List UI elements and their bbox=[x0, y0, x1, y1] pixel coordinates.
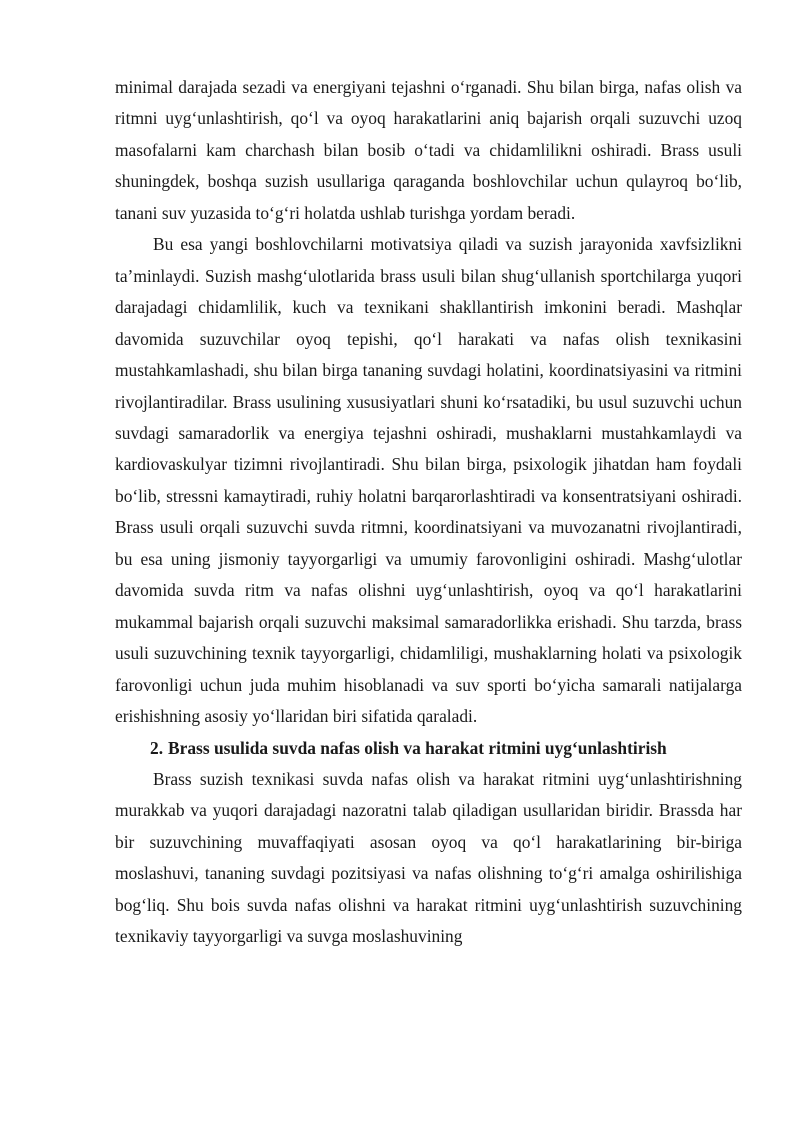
body-paragraph: Bu esa yangi boshlovchilarni motivatsiya qiladi va suzish jarayonida xavfsizlikni ta’minlaydi. Suzish mashg‘ulotlarida brass usuli bilan shug‘ullanish sportchilarga yuqori darajadagi chidamlilik, kuch va texnikani shakllantirish imkonini beradi. Mashqlar davomida suzuvchilar oyoq tepishi, qo‘l harakati va nafas olish texnikasini mustahkamlashadi, shu bilan birga tananing suvdagi holatini, koordinatsiyasini va ritmini rivojlantiradilar. Brass usulining xususiyatlari shuni ko‘rsatadiki, bu usul suzuvchi uchun suvdagi samaradorlik va energiya tejashni oshiradi, mushaklarni mustahkamlaydi va kardiovaskulyar tizimni rivojlantiradi. Shu bilan birga, psixologik jihatdan ham foydali bo‘lib, stressni kamaytiradi, ruhiy holatni barqarorlashtiradi va konsentratsiyani oshiradi. Brass usuli orqali suzuvchi suvda ritmni, koordinatsiyani va muvozanatni rivojlantiradi, bu esa uning jismoniy tayyorgarligi va umumiy farovonligini oshiradi. Mashg‘ulotlar davomida suvda ritm va nafas olishni uyg‘unlashtirish, oyoq va qo‘l harakatlarini mukammal bajarish orqali suzuvchi maksimal samaradorlikka erishadi. Shu tarzda, brass usuli suzuvchining texnik tayyorgarligi, chidamliligi, mushaklarning holati va psixologik farovonligi uchun juda muhim hisoblanadi va suv sporti bo‘yicha samarali natijalarga erishishning asosiy yo‘llaridan biri sifatida qaraladi. bbox=[115, 234, 742, 727]
section-number: 2. bbox=[150, 737, 164, 758]
section-title: Brass usulida suvda nafas olish va harakat ritmini uyg‘unlashtirish bbox=[168, 737, 667, 758]
section-heading bbox=[115, 733, 742, 764]
document-page bbox=[115, 72, 742, 953]
body-paragraph-continued: minimal darajada sezadi va energiyani tejashni o‘rganadi. Shu bilan birga, nafas olish va ritmni uyg‘unlashtirish, qo‘l va oyoq harakatlarini aniq bajarish orqali suzuvchi uzoq masofalarni kam charchash bilan bosib o‘tadi va chidamlilikni oshiradi. Brass usuli shuningdek, boshqa suzish usullariga qaraganda boshlovchilar uchun qulayroq bo‘lib, tanani suv yuzasida to‘g‘ri holatda ushlab turishga yordam beradi. bbox=[115, 77, 742, 223]
body-paragraph: Brass suzish texnikasi suvda nafas olish va harakat ritmini uyg‘unlashtirishning murakkab va yuqori darajadagi nazoratni talab qiladigan usullaridan biridir. Brassda har bir suzuvchining muvaffaqiyati asosan oyoq va qo‘l harakatlarining bir-biriga moslashuvi, tananing suvdagi pozitsiyasi va nafas olishning to‘g‘ri amalga oshirilishiga bog‘liq. Shu bois suvda nafas olishni va harakat ritmini uyg‘unlashtirish suzuvchining texnikaviy tayyorgarligi va suvga moslashuvining bbox=[115, 768, 742, 947]
